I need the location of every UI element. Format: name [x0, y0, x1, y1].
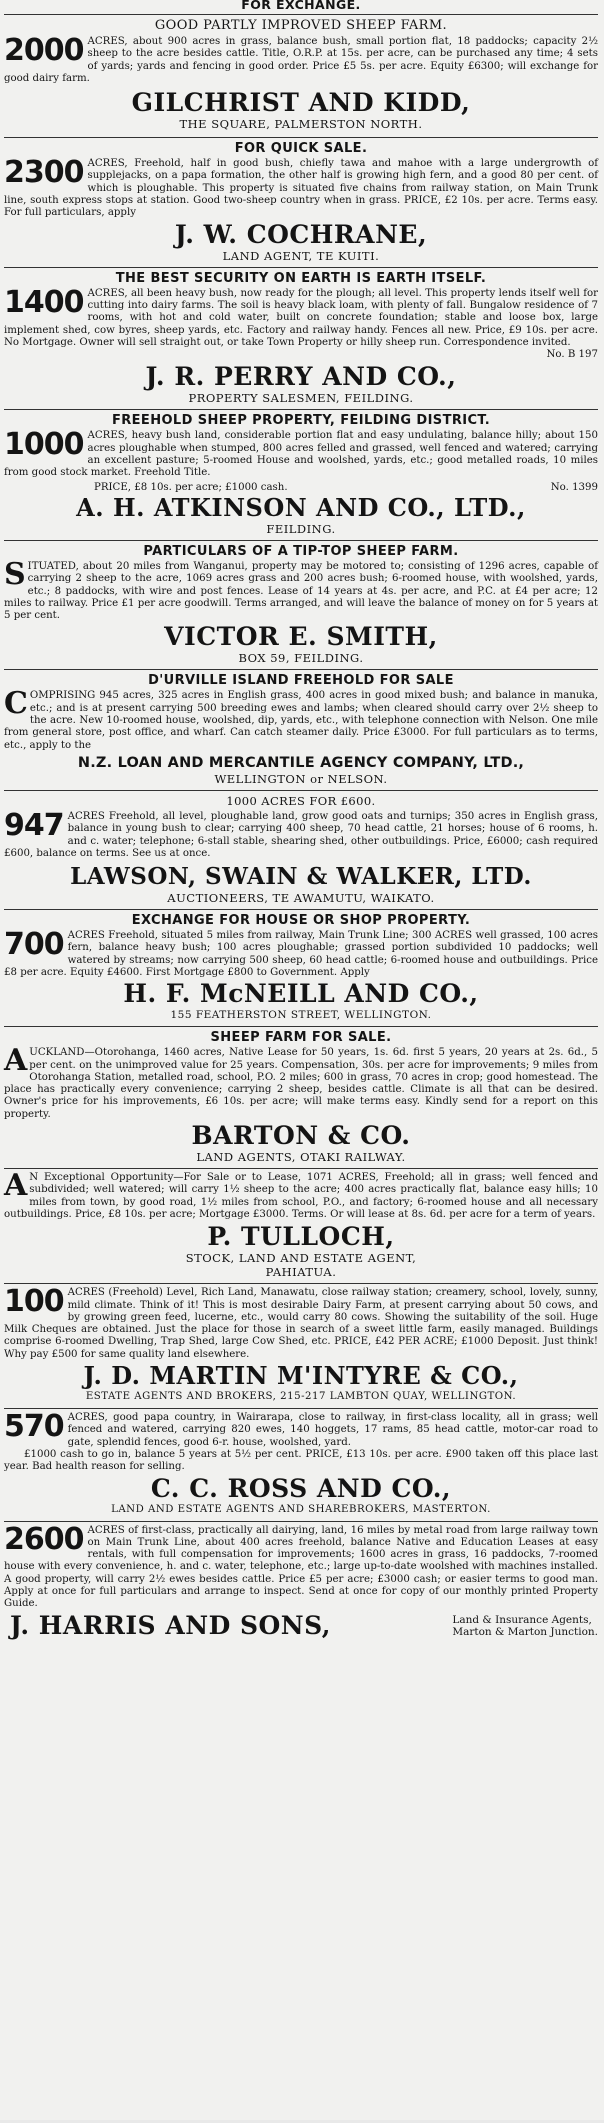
acreage-number: 1400 [4, 284, 84, 320]
acreage-number: 1000 [4, 427, 84, 463]
ad-perry [4, 267, 598, 406]
agent-name: J. D. MARTIN M'INTYRE & CO., [83, 1361, 519, 1391]
agent-address: ESTATE AGENTS AND BROKERS, 215-217 LAMBTON QUAY, WELLINGTON. [85, 1391, 517, 1403]
agent-address: FEILDING. [266, 521, 336, 536]
ad-heading: 1000 ACRES FOR £600. [226, 793, 376, 808]
agent-name: N.Z. LOAN AND MERCANTILE AGENCY COMPANY, LTD., [77, 754, 525, 771]
ad-heading: FREEHOLD SHEEP PROPERTY, FEILDING DISTRICT. [111, 413, 491, 429]
ad-body: ACRES, about 900 acres in grass, balance bush, small portion flat, 18 paddocks; capacity 2½ sheep to the acre besides cattle. Title, O.R.P. at 15s. per acre, can be purchased any time; 4 sets of yards; yards and fencing in good order. Price £5 5s. per acre. Equity £6300; will exchange for good dairy farm. [4, 36, 598, 84]
ad-mcneill [4, 909, 598, 1022]
ad-tulloch [4, 1168, 598, 1279]
agent-address: Land & Insurance Agents, [452, 1613, 592, 1626]
ad-body: ACRES, good papa country, in Wairarapa, close to railway, in first-class locality, all in grass; well fenced and watered, carrying 820 ewes, 140 hoggets, 17 rams, 85 head cattle, motor-car road to gate, splendid fences, good 6-r. house, woolshed, yard. [67, 1412, 598, 1448]
agent-address: BOX 59, FEILDING. [238, 651, 364, 666]
ad-body: ITUATED, about 20 miles from Wanganui, property may be motored to; consisting of 1296 acres, capable of carrying 2 sheep to the acre, 1069 acres grass and 200 acres bush; 6-roomed house, with woolshed, yards, etc.; 8 paddocks, with wire and post fences. Lease of 14 years at 4s. per acre, and P.C. at £4 per acre; 12 miles to railway. Price £1 per acre goodwill. Terms arranged, and will leave the balance of money on for 5 years at 5 per cent. [4, 560, 598, 622]
acreage-number: 2600 [4, 1521, 84, 1557]
ad-ross [4, 1408, 598, 1516]
agent-name: VICTOR E. SMITH, [164, 622, 438, 652]
agent-name: GILCHRIST AND KIDD, [131, 88, 471, 118]
ad-atkinson [4, 409, 598, 535]
ad-heading: PARTICULARS OF A TIP-TOP SHEEP FARM. [143, 543, 459, 559]
ad-barton [4, 1026, 598, 1164]
agent-address: PROPERTY SALESMEN, FEILDING. [188, 391, 414, 406]
agent-name: A. H. ATKINSON AND CO., LTD., [76, 492, 526, 522]
ad-nz-loan [4, 669, 598, 785]
ad-body: N Exceptional Opportunity—For Sale or to Lease, 1071 ACRES, Freehold; all in grass; well fenced and subdivided; well watered; will carry 1½ sheep to the acre; 400 acres practically flat, balance easy hills; 10 miles from town, by good road, 1½ miles from school, P.O., and factory; 6-roomed house and all necessary outbuildings. Price, £8 10s. per acre; Mortgage £3000. Terms. Or will lease at 8s. 6d. per acre for a term of years. [4, 1172, 598, 1220]
ad-martin-mintyre [4, 1283, 598, 1404]
ad-body: ACRES (Freehold) Level, Rich Land, Manawatu, close railway station; creamery, school, lovely, sunny, mild climate. Think of it! This is most desirable Dairy Farm, at present carrying about 50 cows, and by growing green feed, lucerne, etc., would carry 80 cows. Showing the suitability of the soil. Huge Milk Cheques are obtained. Just the place for those in search of a sweet little farm, easily managed. Buildings comprise 6-roomed Dwelling, Trap Shed, large Cow Shed, etc. PRICE, £42 PER ACRE; £1000 Deposit. Just think! Why pay £500 for same quality land elsewhere. [4, 1287, 598, 1360]
agent-address: LAND AND ESTATE AGENTS AND SHAREBROKERS, MASTERTON. [111, 1503, 491, 1515]
ad-body: ACRES of first-class, practically all dairying, land, 16 miles by metal road from large railway town on Main Trunk Line, about 400 acres freehold, balance Native and Education Leases at easy rentals, with full compensation for improvements; 1600 acres in grass, 16 paddocks, 7-roomed house with every convenience, h. and c. water, telephone, etc.; large up-to-date woolshed with machines installed. A good property, will carry 2½ ewes besides cattle. Price £5 per acre; £3000 cash; or easier terms to good man. Apply at once for full particulars and arrange to inspect. Send at once for copy of our monthly printed Property Guide. [4, 1524, 598, 1610]
acreage-number: 700 [4, 927, 64, 963]
ad-body: OMPRISING 945 acres, 325 acres in English grass, 400 acres in good mixed bush; and balance in manuka, etc.; and is at present carrying 500 breeding ewes and lambs; when cleared should carry over 2½ sheep to the acre. New 10-roomed house, woolshed, dip, yards, etc., with telephone connection with Nelson. One mile from general store, post office, and wharf. Can catch steamer daily. Price £3000. For full particulars as to terms, etc., apply to the [4, 690, 598, 751]
agent-name: H. F. McNEILL AND CO., [123, 979, 479, 1009]
agent-address: WELLINGTON or NELSON. [214, 771, 388, 786]
agent-name: J. W. COCHRANE, [174, 219, 428, 249]
agent-address-town: Marton & Marton Junction. [452, 1625, 598, 1638]
agent-address: AUCTIONEERS, TE AWAMUTU, WAIKATO. [167, 891, 435, 906]
ad-heading: D'URVILLE ISLAND FREEHOLD FOR SALE [148, 673, 454, 689]
ad-body: UCKLAND—Otorohanga, 1460 acres, Native Lease for 50 years, 1s. 6d. first 5 years, 20 years at 2s. 6d., 5 per cent. on the unimproved value for 25 years. Compensation, 30s. per acre for improvements; 9 miles from Otorohanga Station, metalled road, school, P.O. 2 miles; 600 in grass, 70 acres in crop; good homestead. The place has practically every convenience; carrying 2 sheep, besides cattle. Climate is all that can be desired. Owner's price for his improvements, £6 10s. per acre; will make terms easy. Kindly send for a report on this property. [4, 1047, 598, 1120]
agent-address: THE SQUARE, PALMERSTON NORTH. [179, 117, 423, 132]
agent-name: P. TULLOCH, [207, 1222, 395, 1252]
drop-cap: C [4, 686, 28, 722]
ad-cochrane [4, 137, 598, 262]
agent-address: LAND AGENTS, OTAKI RAILWAY. [196, 1150, 406, 1165]
ad-heading: GOOD PARTLY IMPROVED SHEEP FARM. [154, 18, 448, 33]
ad-body: ACRES, heavy bush land, considerable portion flat and easy undulating, balance hilly; about 150 acres ploughable when stumped, 800 acres felled and grassed, well fenced and watered; carrying an excellent pasture; 5-roomed House and woolshed, yards, etc.; good metalled roads, 10 miles from good stock market. Freehold Title. [4, 430, 598, 479]
ad-heading: SHEEP FARM FOR SALE. [210, 1030, 392, 1046]
acreage-number: 100 [4, 1284, 64, 1320]
ad-harris-sons [4, 1521, 598, 1640]
drop-cap: S [4, 556, 26, 592]
ad-victor-smith [4, 540, 598, 665]
ad-reference: No. 1399 [550, 481, 598, 493]
page-header: FOR EXCHANGE. [241, 0, 361, 12]
drop-cap: A [4, 1043, 28, 1079]
ad-body: ACRES Freehold, all level, ploughable land, grow good oats and turnips; 350 acres in English grass, balance in young bush to clear; carrying 400 sheep, 70 head cattle, 21 horses; house of 6 rooms, h. and c. water; telephone; 6-stall stable, shearing shed, other outbuildings. Price, £6000; cash required £600, balance on terms. See us at once. [4, 810, 598, 859]
agent-address: STOCK, LAND AND ESTATE AGENT, [185, 1251, 417, 1266]
ad-lawson-swain-walker [4, 790, 598, 905]
ad-heading: EXCHANGE FOR HOUSE OR SHOP PROPERTY. [131, 913, 471, 929]
ad-body-continued: £1000 cash to go in, balance 5 years at 5½ per cent. PRICE, £13 10s. per acre. £900 taken off this place last year. Bad health reason for selling. [4, 1448, 598, 1473]
agent-address-town: PAHIATUA. [265, 1265, 337, 1280]
ad-body: ACRES Freehold, situated 5 miles from railway, Main Trunk Line; 300 ACRES well grassed, 100 acres fern, balance heavy bush; 100 acres ploughable; grassed portion subdivided 10 paddocks; well watered by streams; now carrying 500 sheep, 60 head cattle; 6-roomed house and outbuildings. Price £8 per acre. Equity £4600. First Mortgage £800 to Government. Apply [4, 930, 598, 978]
agent-name: BARTON & CO. [191, 1121, 411, 1151]
agent-name: C. C. ROSS AND CO., [150, 1473, 452, 1503]
ad-body: ACRES, Freehold, half in good bush, chiefly tawa and mahoe with a large undergrowth of supplejacks, on a papa formation, the other half is growing high fern, and a good 80 per cent. of which is ploughable. This property is situated five chains from railway station, on Main Trunk line, south express stops at station. Good two-sheep country when in grass. PRICE, £2 10s. per acre. Terms easy. For full particulars, apply [4, 158, 598, 219]
ad-gilchrist-kidd [4, 14, 598, 131]
acreage-number: 2000 [4, 33, 84, 68]
acreage-number: 2300 [4, 155, 84, 191]
acreage-number: 570 [4, 1409, 64, 1445]
ad-price: PRICE, £8 10s. per acre; £1000 cash. [94, 481, 288, 493]
ad-body: ACRES, all been heavy bush, now ready for the plough; all level. This property lends itself well for cutting into dairy farms. The soil is heavy black loam, with plenty of fall. Bungalow residence of 7 rooms, with hot and cold water, built on concrete foundation; stable and loose box, large implement shed, cow byres, sheep yards, etc. Factory and railway handy. Fences all new. Price, £9 10s. per acre. No Mortgage. Owner will sell straight out, or take Town Property or hilly sheep run. Correspondence invited. [4, 287, 598, 348]
agent-name: J. R. PERRY AND CO., [145, 362, 457, 392]
agent-name: J. HARRIS AND SONS, [10, 1610, 331, 1640]
ad-heading: THE BEST SECURITY ON EARTH IS EARTH ITSELF. [115, 270, 487, 286]
agent-name: LAWSON, SWAIN & WALKER, LTD. [70, 863, 532, 891]
agent-address: LAND AGENT, TE KUITI. [222, 248, 380, 263]
acreage-number: 947 [4, 807, 64, 843]
ad-heading: FOR QUICK SALE. [234, 141, 368, 157]
ad-reference: No. B 197 [546, 349, 598, 361]
agent-address: 155 FEATHERSTON STREET, WELLINGTON. [170, 1009, 432, 1022]
drop-cap: A [4, 1168, 28, 1204]
